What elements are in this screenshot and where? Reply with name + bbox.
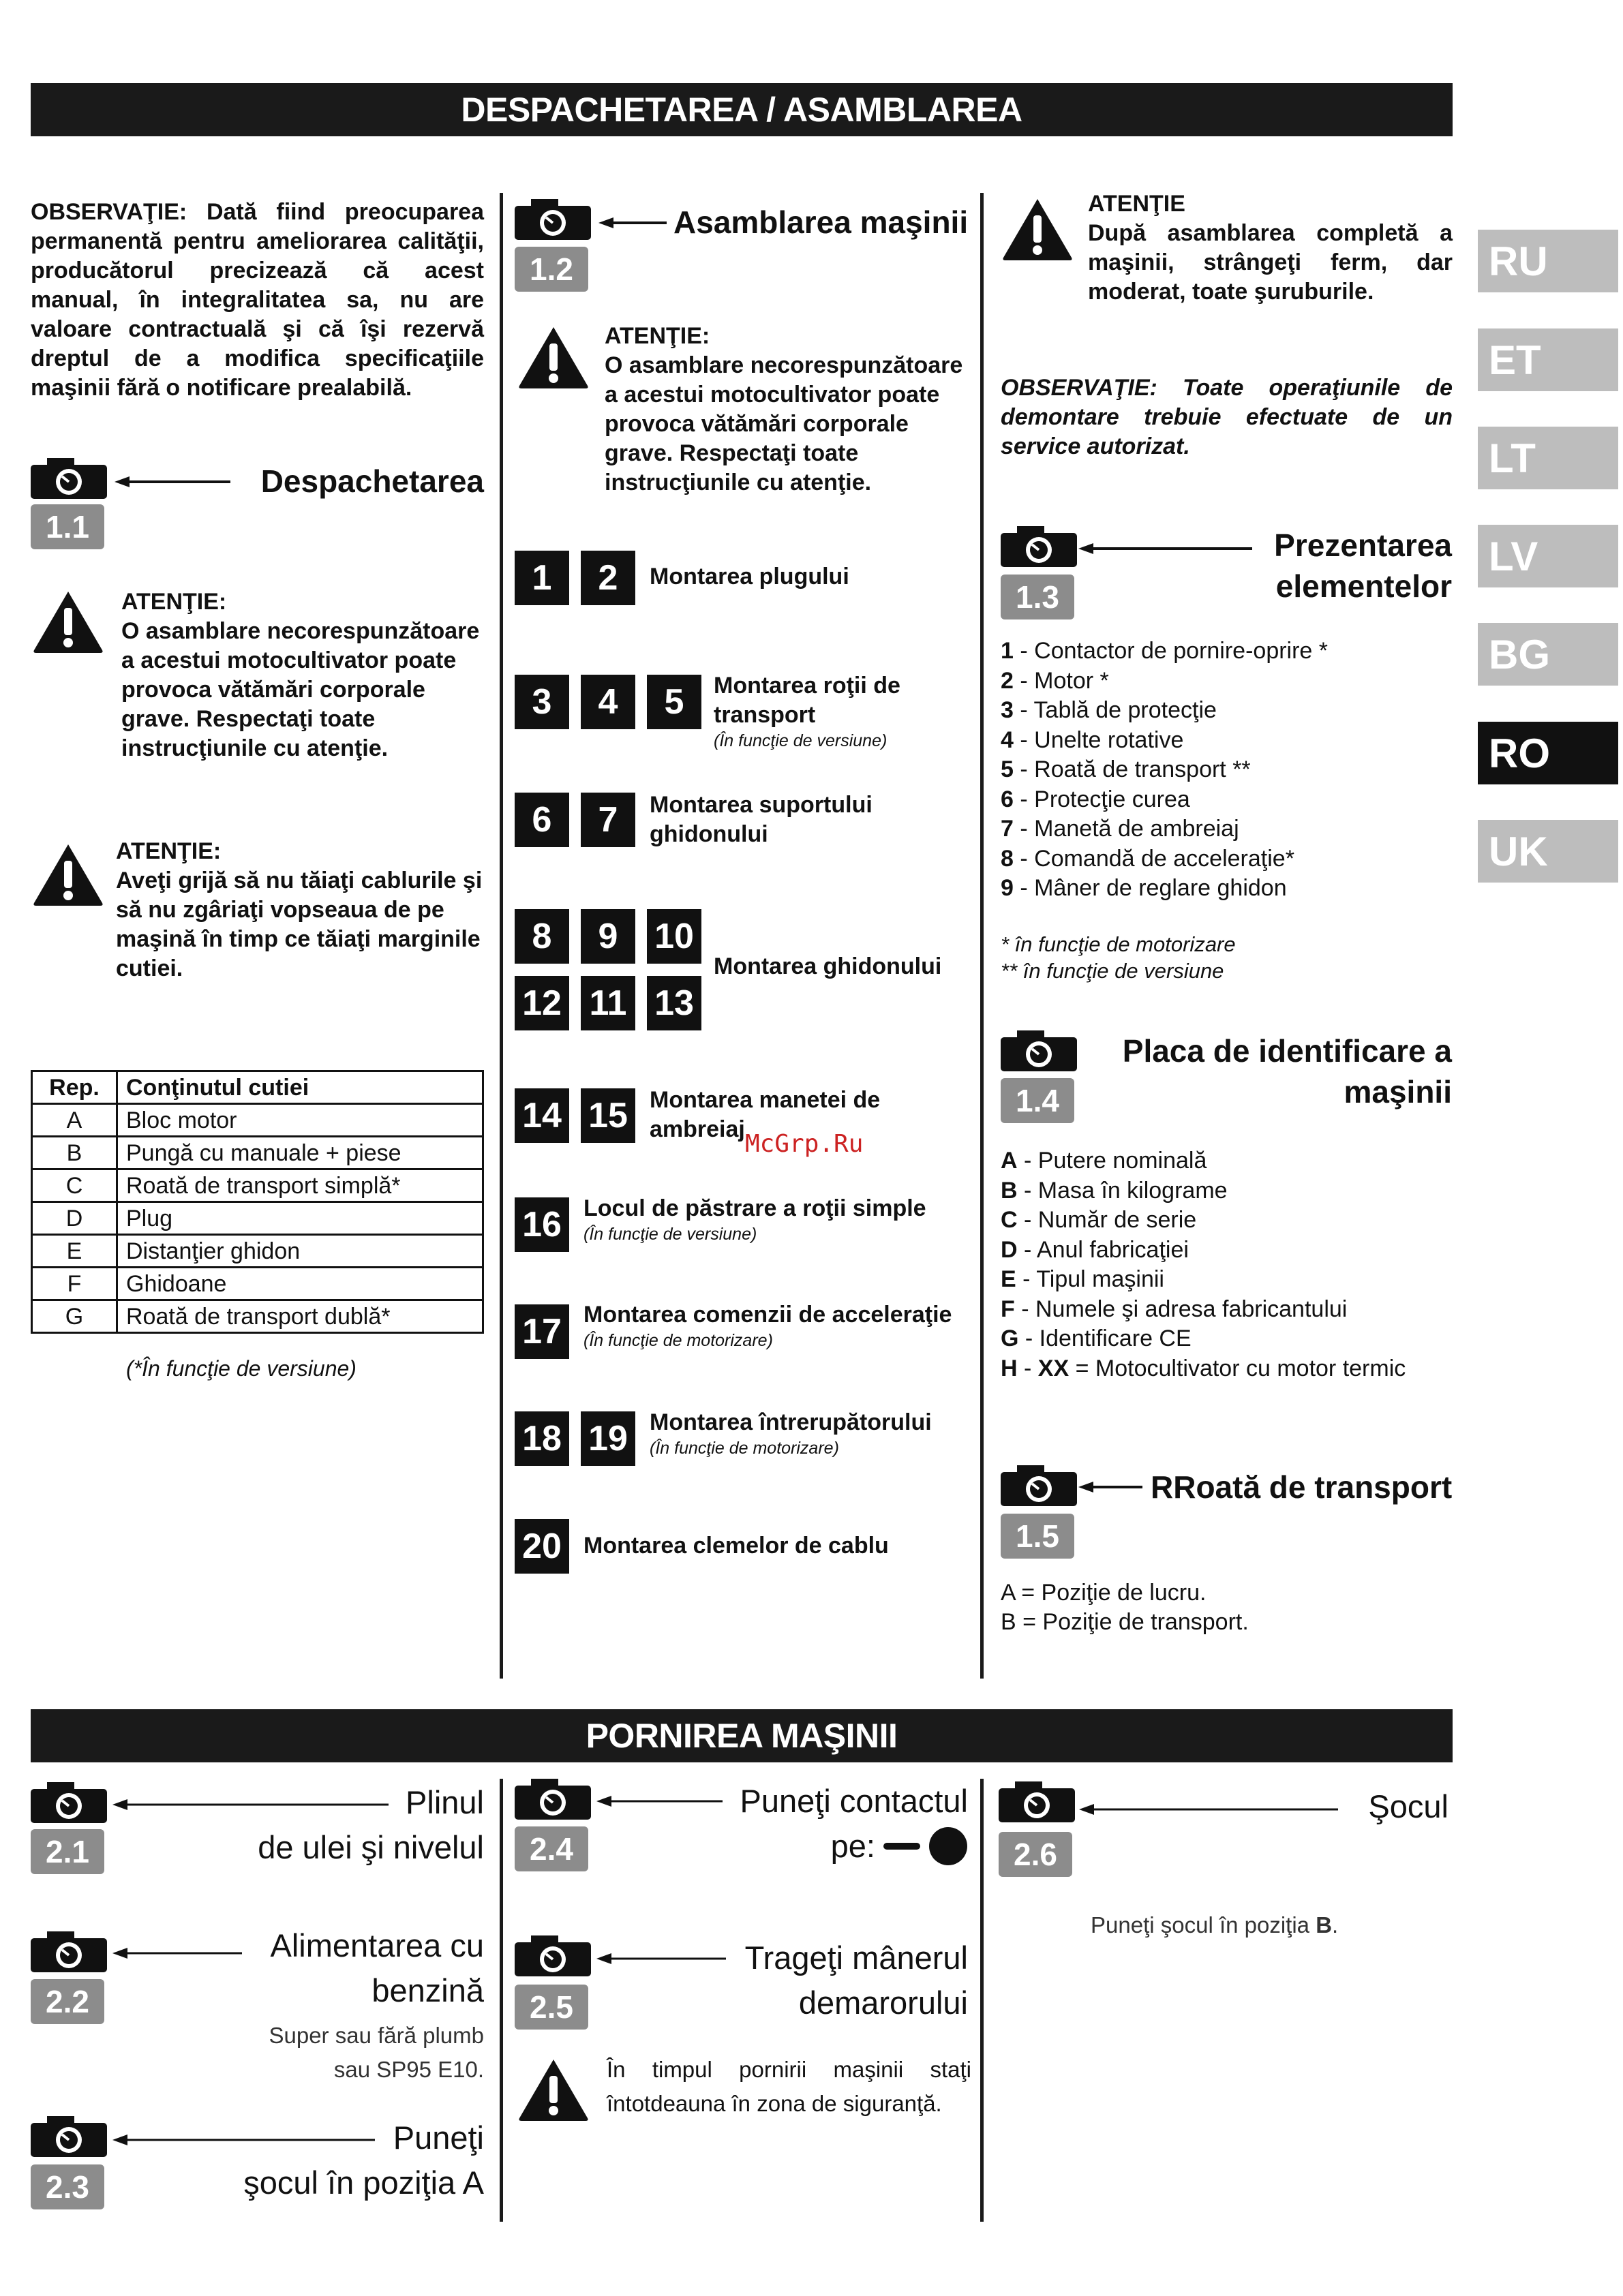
list-item: A - Putere nominală — [1001, 1148, 1207, 1174]
elements-footnotes: * în funcţie de motorizare ** în funcţie de versiune — [1001, 932, 1236, 983]
step-number: 19 — [581, 1411, 635, 1466]
step-handlebar: Montarea ghidonului — [714, 953, 942, 979]
heading-assembly: Asamblarea maşinii — [673, 204, 969, 240]
arrow-left-icon — [596, 1794, 723, 1808]
step-number: 7 — [581, 793, 635, 847]
camera-icon — [515, 199, 591, 240]
warning-icon — [33, 590, 104, 653]
step-plough: Montarea plugului — [650, 564, 849, 590]
figure-badge-2-1: 2.1 — [31, 1829, 104, 1874]
list-item: H - XX = Motocultivator cu motor termic — [1001, 1355, 1406, 1381]
list-item: E - Tipul maşinii — [1001, 1266, 1164, 1292]
figure-badge-2-6: 2.6 — [999, 1832, 1072, 1877]
step-number: 14 — [515, 1088, 569, 1143]
table-header: Rep. — [32, 1071, 117, 1104]
figure-badge-1-2: 1.2 — [515, 247, 588, 292]
camera-icon — [31, 2116, 107, 2157]
list-item: G - Identificare CE — [1001, 1326, 1192, 1351]
step-number: 4 — [581, 675, 635, 729]
heading-transport-wheel: RRoată de transport — [1151, 1469, 1453, 1505]
camera-icon — [1001, 526, 1077, 567]
table-header: Conţinutul cutiei — [117, 1071, 483, 1104]
camera-icon — [31, 458, 107, 499]
camera-icon — [31, 1931, 107, 1972]
warning-assembly: ATENŢIE: O asamblare necorespunzătoare a acestui motocultivator poate provoca vătămări corporale grave. Respectaţi toate instrucţiunile cu atenţie. — [121, 589, 480, 761]
figure-badge-2-3: 2.3 — [31, 2164, 104, 2209]
table-row: E Distanţier ghidon — [32, 1235, 483, 1268]
camera-icon — [999, 1781, 1075, 1822]
step-switch: Montarea întrerupătorului (În funcţie de motorizare) — [650, 1409, 932, 1458]
step-number: 9 — [581, 909, 635, 964]
camera-icon — [31, 1782, 107, 1823]
step-transport-wheel: Montarea roţii de transport (În funcţie de versiune) — [714, 673, 900, 750]
on-dot-icon — [928, 1826, 968, 1866]
lang-tab-ru[interactable]: RU — [1478, 230, 1618, 292]
list-item: 6 - Protecţie curea — [1001, 786, 1190, 812]
id-plate-list — [1001, 1146, 1406, 1383]
figure-badge-1-5: 1.5 — [1001, 1514, 1074, 1559]
table-row: A Bloc motor — [32, 1104, 483, 1137]
step-number: 10 — [647, 909, 701, 964]
table-row: B Pungă cu manuale + piese — [32, 1137, 483, 1169]
figure-badge-1-4: 1.4 — [1001, 1078, 1074, 1123]
step-number: 13 — [647, 976, 701, 1030]
elements-list — [1001, 637, 1328, 904]
camera-icon — [515, 1935, 591, 1976]
step-number: 1 — [515, 551, 569, 605]
step-number: 5 — [647, 675, 701, 729]
step-handle-support: Montarea suportului ghidonului — [650, 792, 873, 847]
warning-icon — [1002, 198, 1073, 260]
lang-tab-uk[interactable]: UK — [1478, 820, 1618, 883]
table-row: C Roată de transport simplă* — [32, 1169, 483, 1202]
step-number: 16 — [515, 1197, 569, 1252]
camera-icon — [1001, 1030, 1077, 1071]
step-number: 3 — [515, 675, 569, 729]
figure-badge-2-2: 2.2 — [31, 1979, 104, 2024]
arrow-left-icon — [1078, 1480, 1142, 1494]
step-cable-clamps: Montarea clemelor de cablu — [583, 1533, 889, 1559]
step-clutch-lever: Montarea manetei de ambreiaj — [650, 1087, 881, 1142]
table-row: G Roată de transport dublă* — [32, 1300, 483, 1333]
heading-ignition: Puneţi contactul pe: — [729, 1779, 968, 1869]
safety-zone-warning: În timpul pornirii maşinii staţi întotdeauna în zona de siguranţă. — [607, 2057, 971, 2116]
warning-tighten: ATENŢIE După asamblarea completă a maşinii, strângeţi ferm, dar moderat, toate şuruburile. — [1088, 191, 1453, 305]
table-header-row — [32, 1071, 483, 1104]
service-note: OBSERVAŢIE: Toate operaţiunile de demontare trebuie efectuate de un service autorizat. — [1001, 375, 1453, 459]
list-item: D - Anul fabricaţiei — [1001, 1236, 1189, 1263]
column-divider — [980, 1779, 984, 2222]
heading-elements: Prezentarea elementelor — [1274, 527, 1452, 604]
arrow-left-icon — [598, 216, 667, 230]
off-dash-icon — [883, 1841, 920, 1851]
camera-icon — [1001, 1465, 1077, 1506]
choke-b-note: Puneţi şocul în poziţia B. — [1091, 1912, 1339, 1938]
step-number: 15 — [581, 1088, 635, 1143]
heading-unpacking: Despachetarea — [260, 463, 484, 499]
list-item: 3 - Tablă de protecţie — [1001, 697, 1217, 723]
lang-tab-lt[interactable]: LT — [1478, 427, 1618, 489]
list-item: C - Număr de serie — [1001, 1207, 1197, 1233]
warning-assembly-2: ATENŢIE: O asamblare necorespunzătoare a acestui motocultivator poate provoca vătămări corporale grave. Respectaţi toate instrucţiunile cu atenţie. — [605, 323, 963, 495]
column-divider — [980, 193, 984, 1679]
heading-oil: Plinul de ulei şi nivelul — [258, 1784, 484, 1865]
column-divider — [500, 193, 503, 1679]
list-item: 2 - Motor * — [1001, 667, 1109, 694]
fuel-note: Super sau fără plumb sau SP95 E10. — [269, 2023, 484, 2082]
lang-tab-et[interactable]: ET — [1478, 328, 1618, 391]
step-number: 17 — [515, 1304, 569, 1359]
table-row: F Ghidoane — [32, 1268, 483, 1300]
list-item: 8 - Comandă de acceleraţie* — [1001, 845, 1294, 872]
warning-icon — [33, 843, 104, 906]
heading-starter: Trageţi mânerul demarorului — [744, 1940, 968, 2021]
camera-icon — [515, 1779, 591, 1820]
figure-badge-1-1: 1.1 — [31, 504, 104, 549]
section-banner-starting: PORNIREA MAŞINII — [31, 1709, 1453, 1762]
step-wheel-storage: Locul de păstrare a roţii simple (În funcţie de versiune) — [583, 1195, 926, 1244]
list-item: 5 - Roată de transport ** — [1001, 756, 1251, 782]
figure-badge-2-4: 2.4 — [515, 1826, 588, 1871]
step-number: 18 — [515, 1411, 569, 1466]
heading-choke-a: Puneţi şocul în poziţia A — [243, 2119, 484, 2201]
list-item: B - Masa în kilograme — [1001, 1177, 1228, 1204]
column-divider — [500, 1779, 503, 2222]
list-item: 1 - Contactor de pornire-oprire * — [1001, 638, 1329, 664]
step-number: 12 — [515, 976, 569, 1030]
section-banner-unpacking: DESPACHETAREA / ASAMBLAREA — [31, 83, 1453, 136]
wheel-positions: A = Poziţie de lucru. B = Poziţie de transport. — [1001, 1580, 1249, 1635]
intro-note: OBSERVAŢIE: Dată fiind preocuparea permanentă pentru ameliorarea calităţii, producătorul precizează că acest manual, în integralitatea sa, nu are valoare contractuală şi că îşi rezervă dreptul de a modifica specificaţiile maşinii fără o notificare prealabilă. — [31, 199, 484, 401]
step-number: 8 — [515, 909, 569, 964]
list-item: 4 - Unelte rotative — [1001, 726, 1184, 753]
lang-tab-lv[interactable]: LV — [1478, 525, 1618, 587]
arrow-left-icon — [115, 475, 230, 489]
box-contents-table — [31, 1070, 484, 1334]
list-item: F - Numele şi adresa fabricantului — [1001, 1296, 1348, 1322]
heading-choke: Şocul — [1368, 1788, 1448, 1824]
step-number: 2 — [581, 551, 635, 605]
warning-icon — [518, 326, 589, 388]
table-row: D Plug — [32, 1202, 483, 1235]
figure-badge-2-5: 2.5 — [515, 1985, 588, 2030]
warning-cables: ATENŢIE: Aveţi grijă să nu tăiaţi cablurile şi să nu zgâriaţi vopseaua de pe maşină în timp ce tăiaţi marginile cutiei. — [116, 838, 483, 981]
step-number: 6 — [515, 793, 569, 847]
lang-tab-ro[interactable]: RO — [1478, 722, 1618, 784]
watermark: McGrp.Ru — [745, 1130, 864, 1158]
arrow-left-icon — [1079, 1803, 1338, 1816]
step-number: 11 — [581, 976, 635, 1030]
heading-id-plate: Placa de identificare a maşinii — [1122, 1033, 1452, 1109]
lang-tab-bg[interactable]: BG — [1478, 623, 1618, 686]
figure-badge-1-3: 1.3 — [1001, 575, 1074, 619]
list-item: 9 - Mâner de reglare ghidon — [1001, 875, 1287, 901]
step-throttle: Montarea comenzii de acceleraţie (În funcţie de motorizare) — [583, 1302, 952, 1350]
step-number: 20 — [515, 1519, 569, 1574]
heading-fuel: Alimentarea cu benzină — [270, 1927, 484, 2008]
warning-icon — [518, 2058, 589, 2121]
list-item: 7 - Manetă de ambreiaj — [1001, 816, 1239, 842]
table-footnote: (*În funcţie de versiune) — [126, 1356, 357, 1381]
